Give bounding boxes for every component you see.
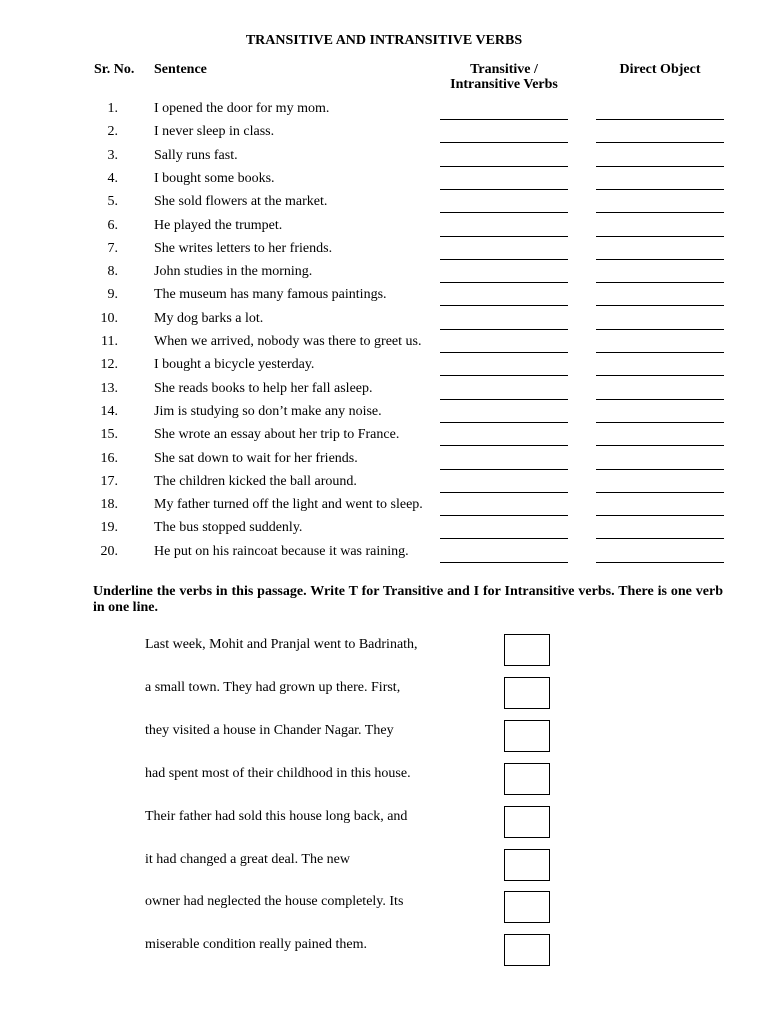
row-number: 16. <box>100 450 118 466</box>
row-sentence: John studies in the morning. <box>154 264 313 280</box>
row-number: 3. <box>107 147 118 163</box>
header-sr-no: Sr. No. <box>94 62 135 77</box>
table-row <box>0 520 768 543</box>
verb-type-answer-box[interactable] <box>504 849 550 881</box>
row-number: 7. <box>107 240 118 256</box>
header-sentence: Sentence <box>154 62 207 77</box>
direct-object-answer-blank[interactable] <box>596 469 724 470</box>
direct-object-answer-blank[interactable] <box>596 515 724 516</box>
direct-object-answer-blank[interactable] <box>596 166 724 167</box>
row-number: 9. <box>107 287 118 303</box>
verb-type-answer-box[interactable] <box>504 720 550 752</box>
row-number: 18. <box>100 497 118 513</box>
verb-type-answer-box[interactable] <box>504 677 550 709</box>
row-sentence: She reads books to help her fall asleep. <box>154 380 373 396</box>
table-row <box>0 241 768 264</box>
direct-object-answer-blank[interactable] <box>596 142 724 143</box>
transitive-answer-blank[interactable] <box>440 329 568 330</box>
transitive-answer-blank[interactable] <box>440 492 568 493</box>
verb-type-answer-box[interactable] <box>504 634 550 666</box>
transitive-answer-blank[interactable] <box>440 469 568 470</box>
table-row <box>0 101 768 124</box>
direct-object-answer-blank[interactable] <box>596 329 724 330</box>
table-row <box>0 287 768 310</box>
table-row <box>0 451 768 474</box>
transitive-answer-blank[interactable] <box>440 375 568 376</box>
table-row <box>0 218 768 241</box>
direct-object-answer-blank[interactable] <box>596 375 724 376</box>
row-number: 17. <box>100 473 118 489</box>
verb-type-answer-box[interactable] <box>504 934 550 966</box>
row-sentence: He played the trumpet. <box>154 217 283 233</box>
direct-object-answer-blank[interactable] <box>596 422 724 423</box>
direct-object-answer-blank[interactable] <box>596 538 724 539</box>
direct-object-answer-blank[interactable] <box>596 445 724 446</box>
header-transitive-intransitive <box>440 62 568 92</box>
row-sentence: I opened the door for my mom. <box>154 101 330 116</box>
row-sentence: He put on his raincoat because it was raining. <box>154 543 409 559</box>
transitive-answer-blank[interactable] <box>440 166 568 167</box>
transitive-answer-blank[interactable] <box>440 399 568 400</box>
row-number: 14. <box>100 403 118 419</box>
row-sentence: She wrote an essay about her trip to France. <box>154 427 400 443</box>
row-number: 5. <box>107 194 118 210</box>
table-row <box>0 497 768 520</box>
table-row <box>0 427 768 450</box>
passage-line-text: Last week, Mohit and Pranjal went to Badrinath, <box>145 637 418 652</box>
table-row <box>0 381 768 404</box>
passage-instruction: Underline the verbs in this passage. Write T for Transitive and I for Intransitive verbs. There is one verb in one line. <box>93 584 723 615</box>
passage-line-text: a small town. They had grown up there. First, <box>145 679 401 695</box>
row-number: 8. <box>107 264 118 280</box>
passage-line <box>0 934 768 967</box>
table-row <box>0 171 768 194</box>
row-number: 2. <box>107 124 118 140</box>
table-row <box>0 334 768 357</box>
direct-object-answer-blank[interactable] <box>596 189 724 190</box>
row-sentence: The children kicked the ball around. <box>154 473 357 489</box>
table-row <box>0 404 768 427</box>
row-sentence: Jim is studying so don’t make any noise. <box>154 403 382 419</box>
row-sentence: I bought some books. <box>154 170 275 186</box>
row-number: 4. <box>107 170 118 186</box>
row-number: 1. <box>107 101 118 116</box>
verb-type-answer-box[interactable] <box>504 891 550 923</box>
direct-object-answer-blank[interactable] <box>596 352 724 353</box>
passage-line-text: miserable condition really pained them. <box>145 937 367 953</box>
transitive-answer-blank[interactable] <box>440 445 568 446</box>
direct-object-answer-blank[interactable] <box>596 259 724 260</box>
row-number: 19. <box>100 520 118 536</box>
direct-object-answer-blank[interactable] <box>596 212 724 213</box>
transitive-answer-blank[interactable] <box>440 562 568 563</box>
passage-line-text: Their father had sold this house long back, and <box>145 808 408 824</box>
table-row <box>0 194 768 217</box>
table-row <box>0 357 768 380</box>
transitive-answer-blank[interactable] <box>440 142 568 143</box>
transitive-answer-blank[interactable] <box>440 119 568 120</box>
row-sentence: The bus stopped suddenly. <box>154 520 303 536</box>
table-row <box>0 544 768 567</box>
transitive-answer-blank[interactable] <box>440 515 568 516</box>
table-row <box>0 264 768 287</box>
row-sentence: My father turned off the light and went to sleep. <box>154 497 423 513</box>
direct-object-answer-blank[interactable] <box>596 492 724 493</box>
page-title: TRANSITIVE AND INTRANSITIVE VERBS <box>245 33 523 48</box>
passage-line-text: owner had neglected the house completely. Its <box>145 894 404 910</box>
passage-line-text: had spent most of their childhood in this house. <box>145 765 411 781</box>
row-number: 13. <box>100 380 118 396</box>
direct-object-answer-blank[interactable] <box>596 305 724 306</box>
passage-line <box>0 720 768 753</box>
row-number: 6. <box>107 217 118 233</box>
row-sentence: She sold flowers at the market. <box>154 194 328 210</box>
passage-line <box>0 891 768 924</box>
row-sentence: I never sleep in class. <box>154 124 275 140</box>
row-sentence: Sally runs fast. <box>154 147 238 163</box>
transitive-answer-blank[interactable] <box>440 538 568 539</box>
table-row <box>0 474 768 497</box>
row-sentence: When we arrived, nobody was there to greet us. <box>154 334 422 349</box>
row-sentence: She writes letters to her friends. <box>154 240 333 256</box>
table-row <box>0 311 768 334</box>
passage-line-text: it had changed a great deal. The new <box>145 851 350 867</box>
transitive-answer-blank[interactable] <box>440 236 568 237</box>
direct-object-answer-blank[interactable] <box>596 399 724 400</box>
row-sentence: She sat down to wait for her friends. <box>154 450 358 466</box>
row-number: 20. <box>100 543 118 559</box>
table-row <box>0 148 768 171</box>
row-number: 15. <box>100 427 118 443</box>
header-direct-object: Direct Object <box>619 62 701 77</box>
row-sentence: The museum has many famous paintings. <box>154 287 387 303</box>
passage-line <box>0 849 768 882</box>
verb-type-answer-box[interactable] <box>504 763 550 795</box>
transitive-answer-blank[interactable] <box>440 282 568 283</box>
direct-object-answer-blank[interactable] <box>596 119 724 120</box>
table-row <box>0 124 768 147</box>
row-number: 11. <box>101 334 118 349</box>
direct-object-answer-blank[interactable] <box>596 282 724 283</box>
row-number: 10. <box>100 310 118 326</box>
passage-line-text: they visited a house in Chander Nagar. They <box>145 722 394 738</box>
transitive-answer-blank[interactable] <box>440 212 568 213</box>
passage-line <box>0 763 768 796</box>
passage-line <box>0 806 768 839</box>
header-transitive-line2: Intransitive Verbs <box>450 77 558 92</box>
row-sentence: My dog barks a lot. <box>154 310 264 326</box>
row-number: 12. <box>100 357 118 373</box>
direct-object-answer-blank[interactable] <box>596 236 724 237</box>
passage-line <box>0 634 768 667</box>
transitive-answer-blank[interactable] <box>440 422 568 423</box>
transitive-answer-blank[interactable] <box>440 352 568 353</box>
transitive-answer-blank[interactable] <box>440 189 568 190</box>
direct-object-answer-blank[interactable] <box>596 562 724 563</box>
header-transitive-line1: Transitive / <box>470 62 538 77</box>
transitive-answer-blank[interactable] <box>440 305 568 306</box>
passage-line <box>0 677 768 710</box>
transitive-answer-blank[interactable] <box>440 259 568 260</box>
row-sentence: I bought a bicycle yesterday. <box>154 357 315 373</box>
verb-type-answer-box[interactable] <box>504 806 550 838</box>
